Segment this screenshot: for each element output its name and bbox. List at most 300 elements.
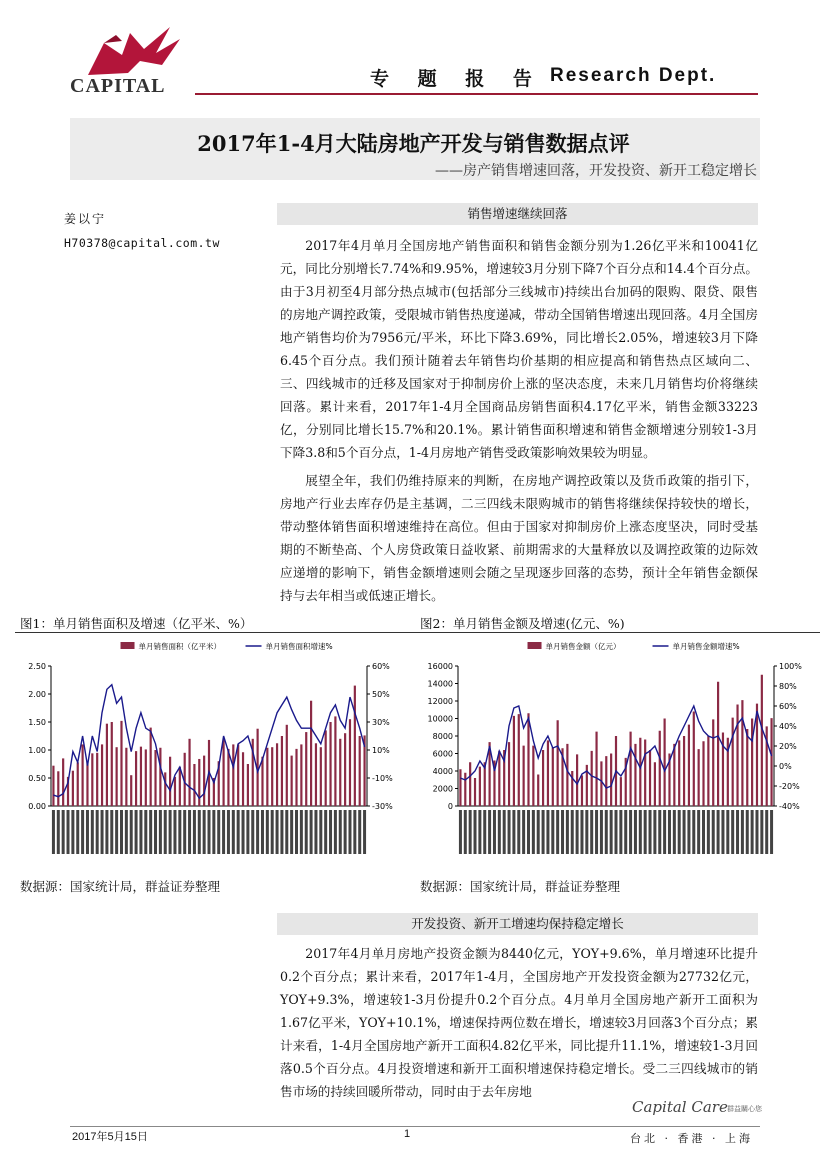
x-tick-label — [310, 810, 313, 854]
x-tick-label — [673, 810, 676, 854]
left-tick-label: 2.00 — [28, 690, 46, 699]
x-tick-label — [110, 810, 113, 854]
bar — [649, 750, 651, 806]
bar — [537, 775, 539, 807]
bar — [193, 764, 195, 806]
right-tick-label: -30% — [372, 802, 393, 811]
x-tick-label — [765, 810, 768, 854]
figure1-source: 数据源：国家统计局，群益证券整理 — [20, 879, 221, 894]
x-tick-label — [755, 810, 758, 854]
x-tick-label — [208, 810, 211, 854]
bar — [741, 700, 743, 806]
x-tick-label — [67, 810, 70, 854]
x-tick-label — [649, 810, 652, 854]
bar — [261, 757, 263, 806]
section-heading-investment: 开发投资、新开工增速均保持稳定增长 — [277, 913, 758, 935]
left-tick-label: 1.00 — [28, 746, 46, 755]
x-tick-label — [503, 810, 506, 854]
x-tick-label — [173, 810, 176, 854]
paragraph-sales-2: 展望全年，我们仍维持原来的判断，在房地产调控政策以及货币政策的指引下，房地产行业去库存仍是主基调，二三四线未限购城市的销售将继续保持较快的增长，带动整体销售面积增速维持在高位。但由于国家对抑制房价上涨态度坚决，同时受基期的不断垫高、个人房贷政策日益收紧、前期需求的大量释放以及调控政策的边际效应递增的影响下，销售金额增速则会随之呈现逐步回落的态势，预计全年销售金额保持与去年相当或低速正增长。 — [280, 473, 758, 603]
x-tick-label — [580, 810, 583, 854]
x-tick-label — [135, 810, 138, 854]
page-title: 2017年1-4月大陆房地产开发与销售数据点评 — [197, 131, 630, 156]
x-tick-label — [285, 810, 288, 854]
left-tick-label: 4000 — [432, 767, 453, 776]
x-tick-label — [203, 810, 206, 854]
right-tick-label: 50% — [372, 690, 390, 699]
x-tick-label — [295, 810, 298, 854]
bar — [595, 732, 597, 806]
bar — [683, 736, 685, 806]
bar — [605, 756, 607, 806]
bar — [169, 757, 171, 806]
right-tick-label: 60% — [372, 662, 390, 671]
bar — [237, 744, 239, 806]
bar — [639, 738, 641, 806]
bar — [717, 682, 719, 806]
bar — [654, 762, 656, 806]
x-tick-label — [242, 810, 245, 854]
right-tick-label: -10% — [372, 774, 393, 783]
x-tick-label — [198, 810, 201, 854]
bar — [145, 749, 147, 806]
x-tick-label — [57, 810, 60, 854]
bar — [542, 750, 544, 806]
x-tick-label — [527, 810, 530, 854]
figure2-source: 数据源：国家统计局，群益证券整理 — [420, 879, 621, 894]
bar — [634, 744, 636, 806]
bar — [523, 746, 525, 806]
bar — [547, 740, 549, 806]
x-tick-label — [629, 810, 632, 854]
x-tick-label — [232, 810, 235, 854]
bar — [659, 731, 661, 806]
bar — [82, 744, 84, 806]
capital-logo — [70, 25, 200, 97]
x-tick-label — [193, 810, 196, 854]
legend-bar-label: 单月销售面积（亿平米） — [138, 642, 222, 651]
bar — [532, 746, 534, 806]
bar — [557, 720, 559, 806]
right-tick-label: 20% — [779, 742, 797, 751]
bar — [150, 728, 152, 806]
right-tick-label: 100% — [779, 662, 802, 671]
bar — [576, 754, 578, 806]
paragraph-sales-1: 2017年4月单月全国房地产销售面积和销售金额分别为1.26亿平米和10041亿元，同比分别增长7.74%和9.95%，增速较3月分别下降7个百分点和14.4个百分点。由于3月初至4月部分热点城市(包括部分三线城市)持续出台加码的限购、限贷、限售的房地产调控政策，受限城市销售热度递减，带动全国销售增速出现回落。4月全国房地产销售均价为7956元/平米，环比下降3.69%，同比增长2.05%，增速较3月下降6.45个百分点。我们预计随着去年销售均价基期的相应提高和销售热点区域向二、三、四线城市的迁移及国家对于抑制房价上涨的坚决态度，未来几月销售均价将继续回落。累计来看，2017年1-4月全国商品房销售面积4.17亿平米，销售金额33223亿，分别同比增长15.7%和20.1%。累计销售面积增速和销售金额增速分别较1-3月下降3.8和5个百分点，1-4月房地产销售受政策影响效果较为明显。 — [280, 238, 758, 460]
x-tick-label — [217, 810, 220, 854]
page-number: 1 — [404, 1128, 411, 1140]
x-tick-label — [663, 810, 666, 854]
bar — [227, 749, 229, 806]
bar — [164, 772, 166, 806]
x-tick-label — [615, 810, 618, 854]
bar — [469, 762, 471, 806]
x-tick-label — [169, 810, 172, 854]
bar — [266, 748, 268, 806]
bar — [111, 722, 113, 806]
bar — [120, 721, 122, 806]
left-tick-label: 0 — [447, 802, 453, 811]
bar — [57, 771, 59, 806]
bar — [334, 716, 336, 806]
bar — [600, 761, 602, 806]
bar — [508, 742, 510, 806]
paragraph-investment: 2017年4月单月房地产投资金额为8440亿元，YOY+9.6%，单月增速环比提升0.2个百分点；累计来看，2017年1-4月，全国房地产开发投资金额为27732亿元，YOY+9.3%，增速较1-3月份提升0.2个百分点。4月单月全国房地产新开工面积为1.67亿平米，YOY+10.1%，增速保持两位数在增长，增速较3月回落3个百分点；累计来看，1-4月全国房地产新开工面积4.82亿平米，同比提升11.1%，增速较1-3月回落0.5个百分点。4月投资增速和新开工面积增速保持稳定增长。受二三四线城市的销售市场的持续回暖所带动，同时由于去年房地 — [280, 946, 758, 1099]
x-tick-label — [624, 810, 627, 854]
bar — [629, 732, 631, 806]
x-tick-label — [276, 810, 279, 854]
page-subtitle: ——房产销售增速回落，开发投资、新开工稳定增长 — [435, 163, 757, 179]
bar — [698, 749, 700, 806]
bar — [159, 748, 161, 806]
left-tick-label: 8000 — [432, 732, 453, 741]
x-tick-label — [358, 810, 361, 854]
x-tick-label — [566, 810, 569, 854]
x-tick-label — [585, 810, 588, 854]
left-tick-label: 16000 — [427, 662, 453, 671]
x-tick-label — [707, 810, 710, 854]
bar — [101, 744, 103, 806]
bar — [135, 751, 137, 806]
legend-line-label: 单月销售金额增速% — [672, 642, 740, 651]
x-tick-label — [683, 810, 686, 854]
left-tick-label: 14000 — [427, 679, 453, 689]
bar — [518, 714, 520, 806]
x-tick-label — [144, 810, 147, 854]
bar — [291, 756, 293, 806]
x-tick-label — [130, 810, 133, 854]
bar — [271, 747, 273, 806]
x-tick-label — [542, 810, 545, 854]
bar — [174, 777, 176, 806]
figure2-caption: 图2：单月销售金额及增速(亿元、%) — [420, 616, 625, 631]
chart-sales-area — [15, 636, 407, 868]
x-tick-label — [746, 810, 749, 854]
bar — [125, 748, 127, 806]
footer-date: 2017年5月15日 — [72, 1131, 148, 1143]
author-email[interactable]: H70378@capital.com.tw — [64, 236, 220, 250]
x-tick-label — [537, 810, 540, 854]
bar — [479, 767, 481, 806]
chart-sales-amount — [420, 636, 820, 868]
x-tick-label — [271, 810, 274, 854]
left-tick-label: 0.00 — [28, 802, 46, 811]
bar — [664, 719, 666, 807]
x-tick-label — [183, 810, 186, 854]
x-tick-label — [478, 810, 481, 854]
x-tick-label — [159, 810, 162, 854]
x-tick-label — [139, 810, 142, 854]
x-tick-label — [339, 810, 342, 854]
right-tick-label: -40% — [779, 802, 800, 811]
x-tick-label — [634, 810, 637, 854]
bar — [552, 747, 554, 806]
bar — [751, 719, 753, 807]
bar — [581, 775, 583, 806]
bar — [354, 686, 356, 806]
bar — [77, 762, 79, 806]
x-tick-label — [125, 810, 128, 854]
x-tick-label — [246, 810, 249, 854]
bar — [247, 764, 249, 806]
x-tick-label — [687, 810, 690, 854]
bar — [459, 769, 461, 806]
x-tick-label — [721, 810, 724, 854]
bar — [276, 743, 278, 806]
author-name: 姜以宁 — [64, 212, 107, 226]
left-tick-label: 10000 — [427, 714, 453, 724]
x-tick-label — [653, 810, 656, 854]
x-tick-label — [188, 810, 191, 854]
bar — [761, 675, 763, 806]
bar — [610, 754, 612, 807]
x-tick-label — [517, 810, 520, 854]
x-tick-label — [702, 810, 705, 854]
bar — [188, 739, 190, 806]
report-type-label: 专 题 报 告 — [370, 68, 543, 90]
bar — [281, 736, 283, 806]
x-tick-label — [751, 810, 754, 854]
x-tick-label — [493, 810, 496, 854]
x-tick-label — [86, 810, 89, 854]
x-tick-label — [644, 810, 647, 854]
x-tick-label — [314, 810, 317, 854]
bar — [320, 747, 322, 806]
x-tick-label — [115, 810, 118, 854]
x-tick-label — [164, 810, 167, 854]
dept-label: Research Dept. — [550, 65, 717, 86]
bar — [325, 730, 327, 806]
x-tick-label — [290, 810, 293, 854]
right-tick-label: 10% — [372, 746, 390, 755]
bar — [644, 740, 646, 807]
figure-divider — [15, 632, 820, 633]
x-tick-label — [619, 810, 622, 854]
x-tick-label — [532, 810, 535, 854]
x-tick-label — [551, 810, 554, 854]
x-tick-label — [62, 810, 65, 854]
x-tick-label — [212, 810, 215, 854]
x-tick-label — [488, 810, 491, 854]
figure1-caption: 图1：单月销售面积及增速（亿平米、%） — [20, 616, 253, 631]
legend-bar-swatch — [121, 642, 135, 649]
x-tick-label — [556, 810, 559, 854]
bar — [693, 712, 695, 807]
x-tick-label — [261, 810, 264, 854]
footer-brand-cn: 群益關心您 — [727, 1105, 762, 1113]
bar — [736, 705, 738, 807]
x-tick-label — [736, 810, 739, 854]
legend-bar-label: 单月销售金额（亿元） — [545, 642, 621, 651]
x-tick-label — [105, 810, 108, 854]
bar — [52, 766, 54, 806]
x-tick-label — [237, 810, 240, 854]
x-tick-label — [522, 810, 525, 854]
x-tick-label — [280, 810, 283, 854]
bar — [498, 751, 500, 806]
x-tick-label — [605, 810, 608, 854]
bar — [688, 725, 690, 806]
left-tick-label: 2.50 — [28, 662, 46, 671]
x-tick-label — [227, 810, 230, 854]
bar — [286, 725, 288, 806]
bar — [464, 773, 466, 806]
section-heading-sales: 销售增速继续回落 — [277, 203, 758, 225]
right-tick-label: 0% — [779, 762, 792, 771]
x-tick-label — [512, 810, 515, 854]
bar — [62, 758, 64, 806]
x-tick-label — [668, 810, 671, 854]
x-tick-label — [266, 810, 269, 854]
bar — [310, 701, 312, 806]
x-tick-label — [469, 810, 472, 854]
left-tick-label: 2000 — [432, 784, 453, 794]
bar — [527, 713, 529, 806]
bar — [678, 740, 680, 806]
header-divider — [195, 93, 758, 95]
x-tick-label — [96, 810, 99, 854]
x-tick-label — [770, 810, 773, 854]
bar — [591, 751, 593, 806]
x-tick-label — [324, 810, 327, 854]
bar — [222, 738, 224, 806]
bar — [746, 729, 748, 806]
bar — [707, 736, 709, 806]
bar — [116, 747, 118, 806]
bar — [203, 756, 205, 806]
x-tick-label — [741, 810, 744, 854]
x-tick-label — [595, 810, 598, 854]
x-tick-label — [726, 810, 729, 854]
footer-divider — [70, 1126, 760, 1127]
bar — [242, 752, 244, 806]
left-tick-label: 12000 — [427, 697, 453, 706]
x-tick-label — [329, 810, 332, 854]
x-tick-label — [149, 810, 152, 854]
bar — [295, 749, 297, 806]
eagle-logo-icon — [70, 25, 200, 77]
bar — [566, 744, 568, 806]
bar — [130, 775, 132, 806]
x-tick-label — [353, 810, 356, 854]
legend-line-label: 单月销售面积增速% — [265, 642, 333, 651]
x-tick-label — [731, 810, 734, 854]
x-tick-label — [256, 810, 259, 854]
x-tick-label — [571, 810, 574, 854]
bar — [349, 719, 351, 806]
x-tick-label — [251, 810, 254, 854]
x-tick-label — [91, 810, 94, 854]
logo-text: CAPITAL — [70, 75, 166, 97]
x-tick-label — [178, 810, 181, 854]
bar — [702, 741, 704, 806]
bar — [339, 739, 341, 806]
x-tick-label — [52, 810, 55, 854]
right-tick-label: 60% — [779, 702, 797, 711]
bar — [140, 747, 142, 806]
bar — [91, 753, 93, 806]
x-tick-label — [760, 810, 763, 854]
x-tick-label — [717, 810, 720, 854]
bar — [72, 771, 74, 806]
bar — [359, 736, 361, 806]
bar — [329, 722, 331, 806]
x-tick-label — [498, 810, 501, 854]
bar — [712, 719, 714, 806]
bar — [620, 777, 622, 806]
left-tick-label: 6000 — [432, 749, 453, 759]
x-tick-label — [76, 810, 79, 854]
right-tick-label: 30% — [372, 718, 390, 727]
bar — [154, 750, 156, 806]
x-tick-label — [300, 810, 303, 854]
x-tick-label — [334, 810, 337, 854]
x-tick-label — [508, 810, 511, 854]
x-tick-label — [459, 810, 462, 854]
x-tick-label — [81, 810, 84, 854]
x-tick-label — [658, 810, 661, 854]
bar — [232, 744, 234, 806]
x-tick-label — [71, 810, 74, 854]
bar — [513, 716, 515, 806]
x-tick-label — [154, 810, 157, 854]
bar — [305, 732, 307, 806]
right-tick-label: 40% — [779, 722, 797, 731]
bar — [86, 762, 88, 806]
bar — [732, 718, 734, 806]
x-tick-label — [561, 810, 564, 854]
x-tick-label — [120, 810, 123, 854]
right-tick-label: 80% — [779, 682, 797, 691]
x-tick-label — [590, 810, 593, 854]
bar — [179, 767, 181, 806]
footer-brand: Capital Care — [632, 1098, 728, 1116]
left-tick-label: 1.50 — [28, 718, 46, 727]
x-tick-label — [697, 810, 700, 854]
x-tick-label — [576, 810, 579, 854]
bar — [344, 733, 346, 806]
x-tick-label — [639, 810, 642, 854]
left-tick-label: 0.50 — [28, 774, 46, 783]
x-tick-label — [483, 810, 486, 854]
x-tick-label — [712, 810, 715, 854]
x-tick-label — [600, 810, 603, 854]
right-tick-label: -20% — [779, 782, 800, 791]
x-tick-label — [348, 810, 351, 854]
bar — [770, 718, 772, 806]
bar — [300, 744, 302, 806]
x-tick-label — [222, 810, 225, 854]
x-tick-label — [363, 810, 366, 854]
x-tick-label — [474, 810, 477, 854]
legend-bar-swatch — [528, 642, 542, 649]
bar — [96, 753, 98, 806]
x-tick-label — [678, 810, 681, 854]
x-tick-label — [305, 810, 308, 854]
x-tick-label — [610, 810, 613, 854]
bar — [673, 744, 675, 806]
x-tick-label — [546, 810, 549, 854]
x-tick-label — [464, 810, 467, 854]
x-tick-label — [692, 810, 695, 854]
x-tick-label — [344, 810, 347, 854]
footer-cities: 台北 · 香港 · 上海 — [630, 1132, 753, 1145]
bar — [315, 743, 317, 806]
bar — [106, 724, 108, 806]
x-tick-label — [101, 810, 104, 854]
bar — [474, 778, 476, 806]
x-tick-label — [319, 810, 322, 854]
